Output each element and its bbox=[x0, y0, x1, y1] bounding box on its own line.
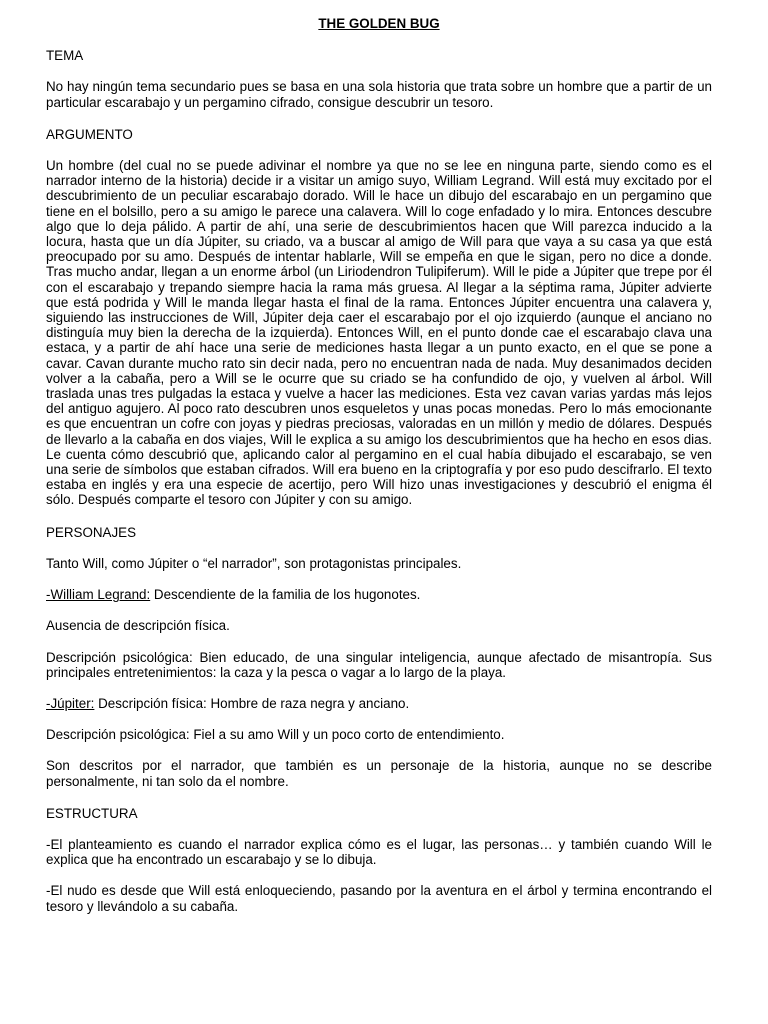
section-heading-estructura: ESTRUCTURA bbox=[46, 805, 138, 821]
argumento-paragraph: Un hombre (del cual no se puede adivinar el nombre ya que no se lee en ninguna parte, siendo como es el narrador interno de la historia) decide ir a visitar un amigo suyo, William Legrand. Will está muy excitado por el descubrimiento de un peculiar escarabajo dorado. Will le hace un dibujo del escarabajo en un pergamino que tiene en el bolsillo, pero a su amigo le parece una calavera. Will lo coge enfadado y lo mira. Entonces descubre algo que lo deja pálido. A partir de ahí, una serie de descubrimientos hacen que Will parezca inducido a la locura, hasta que un día Júpiter, su criado, va a buscar al amigo de Will para que vaya a su casa ya que está preocupado por su amo. Después de intentar hablarle, Will se empeña en que le sigan, pero no dice a donde. Tras mucho andar, llegan a un enorme árbol (un Liriodendron Tulipiferum). Will le pide a Júpiter que trepe por él con el escarabajo y trepando siempre hacia la rama más gruesa. Al llegar a la séptima rama, Júpiter advierte que está podrida y Will le manda llegar hasta el final de la rama. Entonces Júpiter encuentra una calavera y, siguiendo las instrucciones de Will, Júpiter deja caer el escarabajo por el ojo izquierdo (aunque el anciano no distinguía muy bien la derecha de la izquierda). Entonces Will, en el punto donde cae el escarabajo clava una estaca, y a partir de ahí hace una serie de mediciones hasta llegar a un punto exacto, en el que se pone a cavar. Cavan durante mucho rato sin decir nada, pero no encuentran nada de nada. Muy desanimados deciden volver a la cabaña, pero a Will se le ocurre que su criado se ha confundido de ojo, y vuelven al árbol. Will traslada unas tres pulgadas la estaca y vuelve a hacer las mediciones. Esta vez cavan varias yardas más lejos del antiguo agujero. Al poco rato descubren unos esqueletos y unas pocas monedas. Pero lo más emocionante es que encuentran un cofre con joyas y piedras preciosas, valoradas en un millón y medio de dólares. Después de llevarlo a la cabaña en dos viajes, Will le explica a su amigo los descubrimientos que ha hecho en esos dias. Le cuenta cómo descubrió que, aplicando calor al pergamino en el cual había dibujado el escarabajo, se ven una serie de símbolos que estaban cifrados. Will era bueno en la criptografía y por eso pudo descifrarlo. El texto estaba en inglés y era una especie de acertijo, pero Will hizo unas investigaciones y descubrió el enigma él sólo. Después comparte el tesoro con Júpiter y con su amigo. bbox=[46, 158, 712, 508]
section-heading-tema: TEMA bbox=[46, 48, 84, 64]
will-description bbox=[46, 587, 712, 602]
jupiter-text: Descripción física: Hombre de raza negra y anciano. bbox=[94, 695, 410, 711]
section-heading-argumento: ARGUMENTO bbox=[46, 126, 133, 142]
personajes-intro: Tanto Will, como Júpiter o “el narrador”, son protagonistas principales. bbox=[46, 555, 462, 571]
document-page bbox=[46, 14, 712, 914]
will-psychological-description: Descripción psicológica: Bien educado, de una singular inteligencia, aunque afectado de misantropía. Sus principales entretenimientos: la caza y la pesca o vagar a lo largo de la playa. bbox=[46, 649, 712, 680]
tema-paragraph: No hay ningún tema secundario pues se basa en una sola historia que trata sobre un hombre que a partir de un particular escarabajo y un pergamino cifrado, consigue descubrir un tesoro. bbox=[46, 79, 712, 110]
will-text: Descendiente de la familia de los hugonotes. bbox=[150, 587, 421, 603]
section-heading-personajes: PERSONAJES bbox=[46, 524, 137, 540]
estructura-nudo: -El nudo es desde que Will está enloqueciendo, pasando por la aventura en el árbol y termina encontrando el tesoro y llevándolo a su cabaña. bbox=[46, 883, 712, 914]
document-title: THE GOLDEN BUG bbox=[318, 16, 440, 31]
jupiter-label: -Júpiter: bbox=[46, 695, 95, 711]
narrator-description: Son descritos por el narrador, que también es un personaje de la historia, aunque no se describe personalmente, ni tan solo da el nombre. bbox=[46, 758, 712, 789]
estructura-planteamiento: -El planteamiento es cuando el narrador explica cómo es el lugar, las personas… y también cuando Will le explica que ha encontrado un escarabajo y se lo dibuja. bbox=[46, 836, 712, 868]
will-label: -William Legrand: bbox=[46, 587, 151, 603]
jupiter-psychological-description: Descripción psicológica: Fiel a su amo Will y un poco corto de entendimiento. bbox=[46, 727, 505, 743]
will-physical-description: Ausencia de descripción física. bbox=[46, 618, 230, 634]
jupiter-description bbox=[46, 696, 712, 711]
